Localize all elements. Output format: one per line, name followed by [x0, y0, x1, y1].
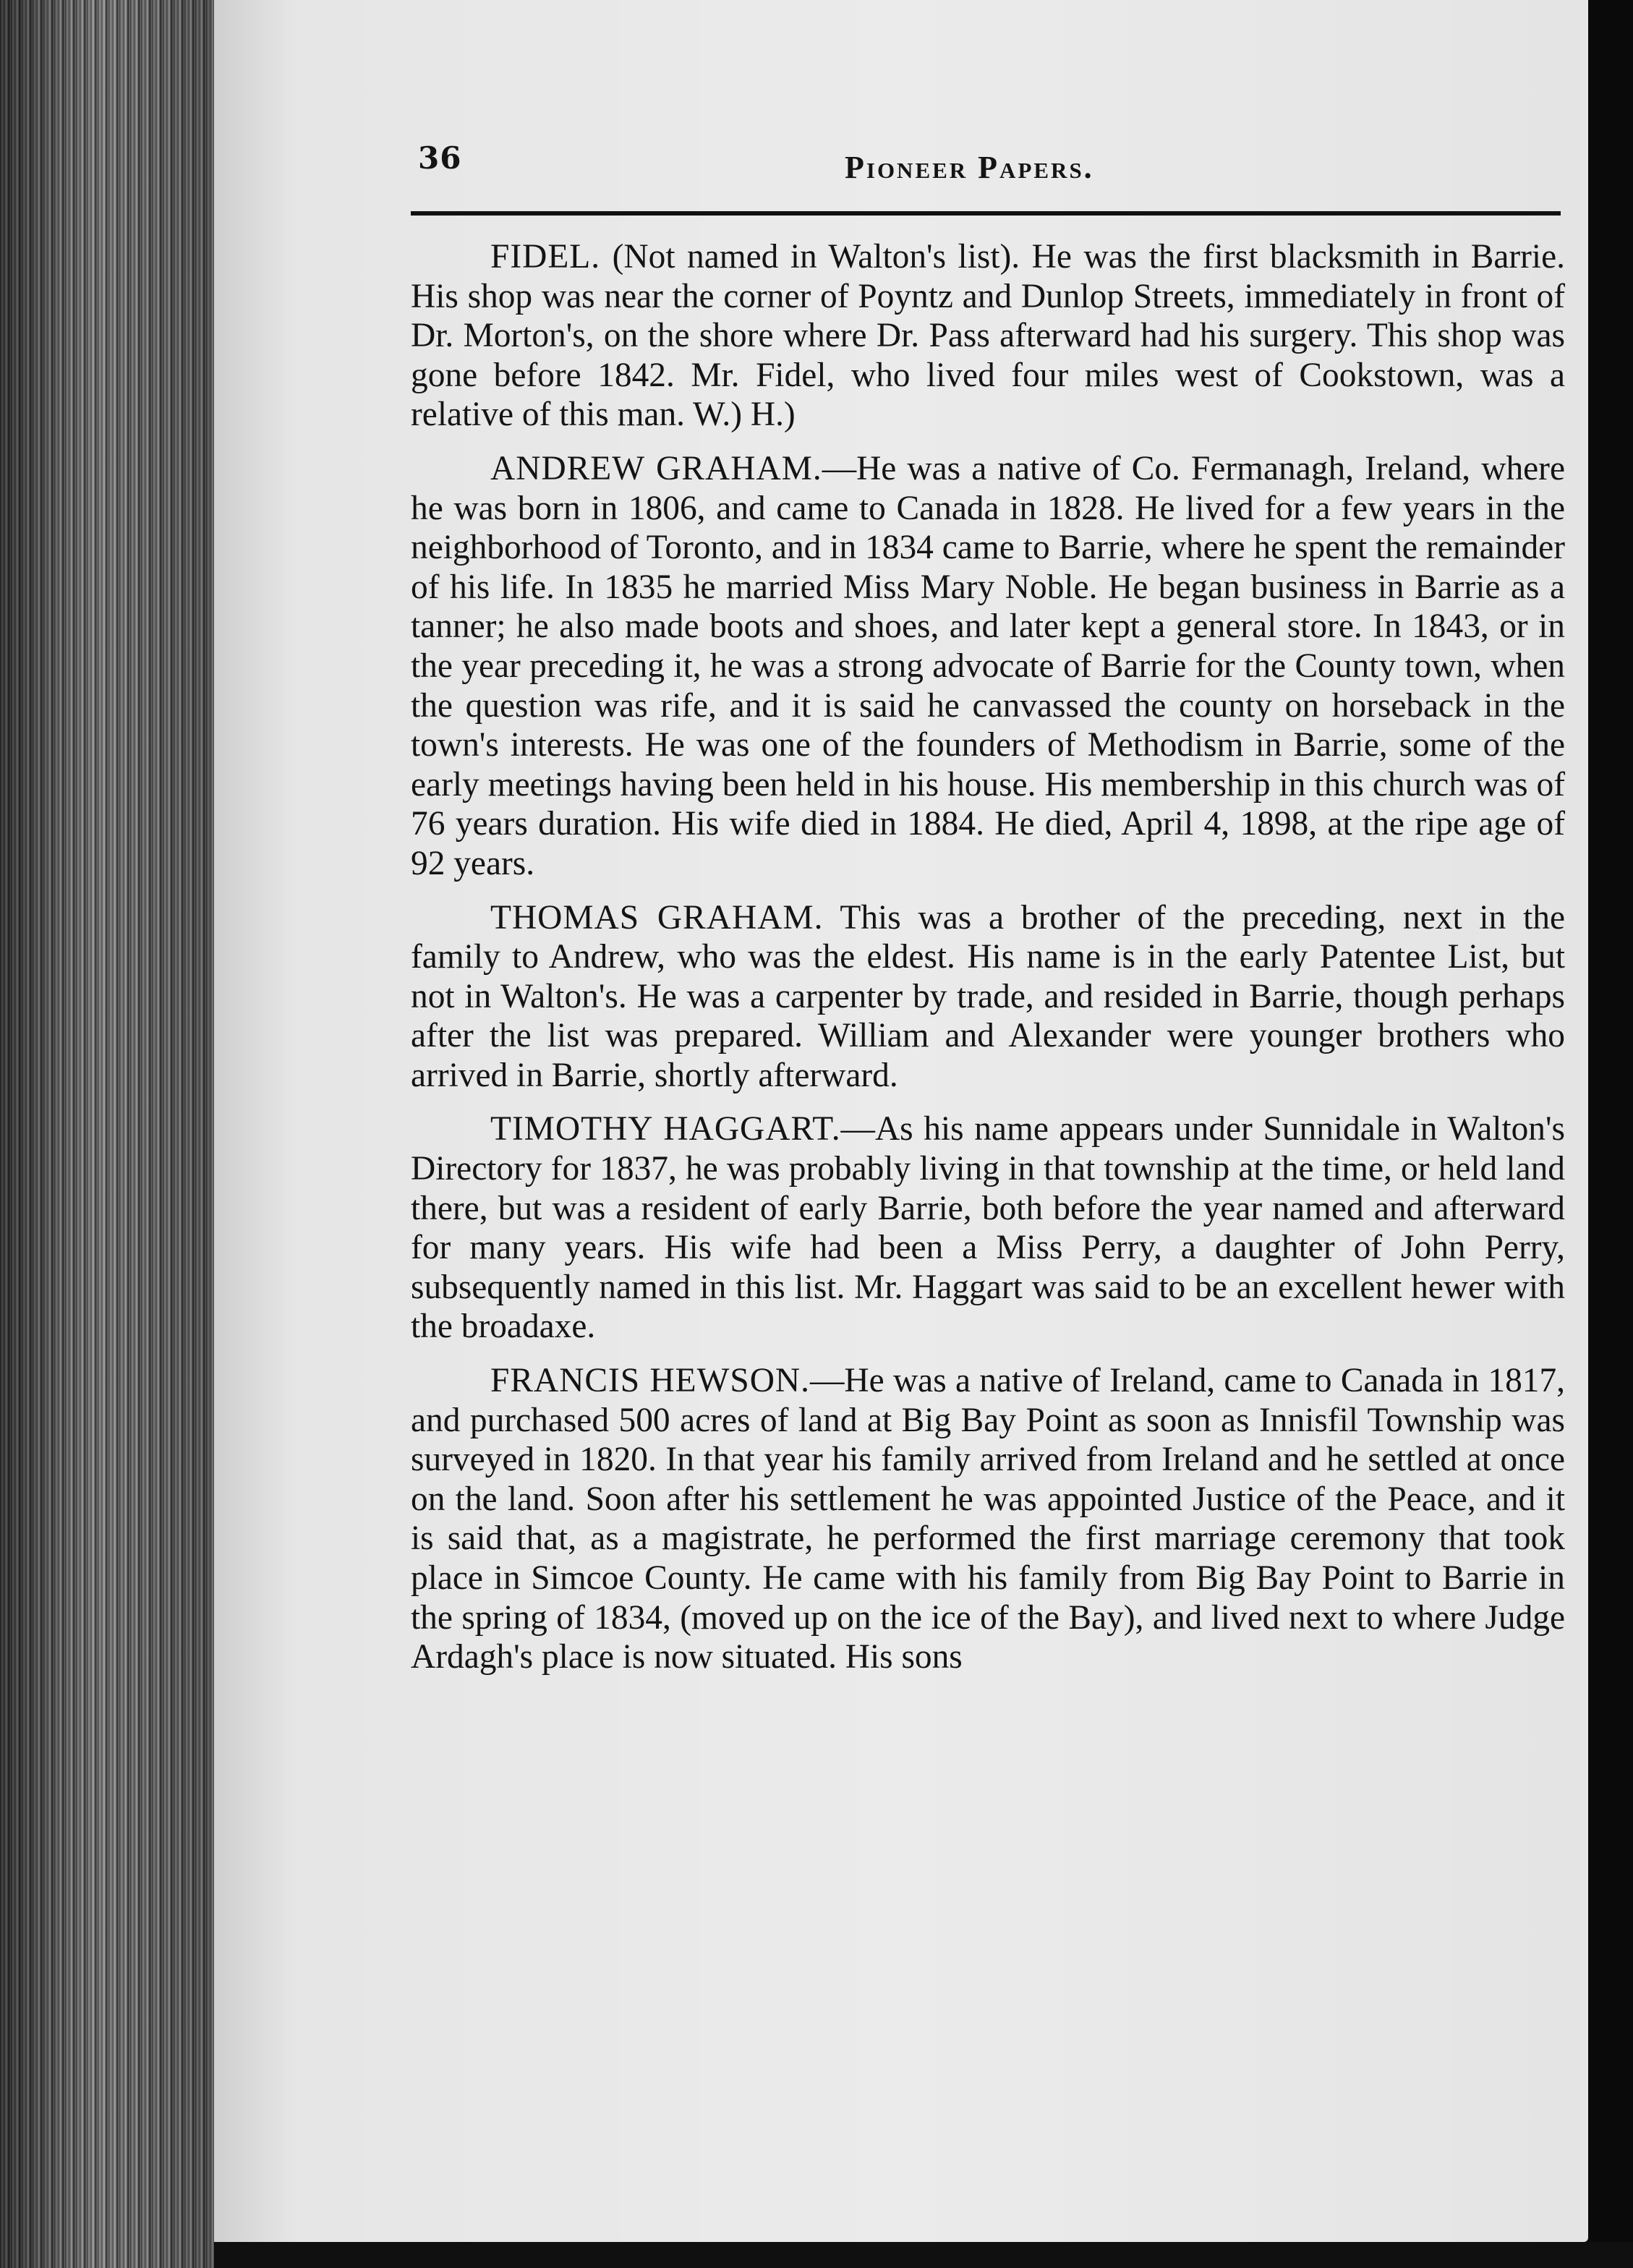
- entry-text: (Not named in Walton's list). He was the first blacksmith in Barrie. His shop was near the corner of Poyntz and Dunlop Streets, immediately in front of Dr. Morton's, on the shore where Dr. Pass afterward had his surgery. This shop was gone before 1842. Mr. Fidel, who lived four miles west of Cookstown, was a relative of this man. W.) H.): [411, 238, 1565, 434]
- entry-name: TIMOTHY HAGGART.: [490, 1110, 841, 1148]
- entry-francis-hewson: [411, 1361, 1565, 1677]
- entry-name: FRANCIS HEWSON.: [490, 1362, 811, 1400]
- page-content: [411, 130, 1565, 1692]
- entry-text: —As his name appears under Sunnidale in Walton's Directory for 1837, he was probably living in that township at the time, or held land there, but was a resident of early Barrie, both before the year named and afterward for many years. His wife had been a Miss Perry, a daughter of John Perry, subsequently named in this list. Mr. Haggart was said to be an excellent hewer with the broadaxe.: [411, 1110, 1565, 1346]
- entry-name: ANDREW GRAHAM.: [490, 449, 822, 487]
- entry-name: FIDEL.: [490, 238, 601, 276]
- entry-andrew-graham: [411, 449, 1565, 884]
- page-number: 36: [418, 140, 462, 176]
- entry-thomas-graham: [411, 898, 1565, 1096]
- entry-text: This was a brother of the preceding, next in the family to Andrew, who was the eldest. His name is in the early Patentee List, but not in Walton's. He was a carpenter by trade, and resided in Barrie, though perhaps after the list was prepared. William and Alexander were younger brothers who arrived in Barrie, shortly afterward.: [411, 898, 1566, 1094]
- entry-text: —He was a native of Ireland, came to Canada in 1817, and purchased 500 acres of land at Big Bay Point as soon as Innisfil Township was surveyed in 1820. In that year his family arrived from Ireland and he settled at once on the land. Soon after his settlement he was appointed Justice of the Peace, and it is said that, as a magistrate, he performed the first marriage ceremony that took place in Simcoe County. He came with his family from Big Bay Point to Barrie in the spring of 1834, (moved up on the ice of the Bay), and lived next to where Judge Ardagh's place is now situated. His sons: [411, 1362, 1566, 1676]
- entry-text: —He was a native of Co. Fermanagh, Ireland, where he was born in 1806, and came to Canada in 1828. He lived for a few years in the neighborhood of Toronto, and in 1834 came to Barrie, where he spent the remainder of his life. In 1835 he married Miss Mary Noble. He began business in Barrie as a tanner; he also made boots and shoes, and later kept a general store. In 1843, or in the year preceding it, he was a strong advocate of Barrie for the County town, when the question was rife, and it is said he canvassed the county on horseback in the town's interests. He was one of the founders of Methodism in Barrie, some of the early meetings having been held in his house. His membership in this church was of 76 years duration. His wife died in 1884. He died, April 4, 1898, at the ripe age of 92 years.: [411, 449, 1565, 882]
- header-rule: [411, 211, 1561, 216]
- entry-fidel: [411, 237, 1565, 435]
- entry-timothy-haggart: [411, 1109, 1565, 1347]
- running-title: Pioneer Papers.: [845, 150, 1094, 185]
- gutter-shadow: [0, 0, 217, 2268]
- bottom-page-edge: [214, 2242, 1633, 2268]
- entry-name: THOMAS GRAHAM.: [490, 898, 824, 937]
- running-head: [411, 130, 1565, 195]
- right-page-edge: [1588, 0, 1633, 2268]
